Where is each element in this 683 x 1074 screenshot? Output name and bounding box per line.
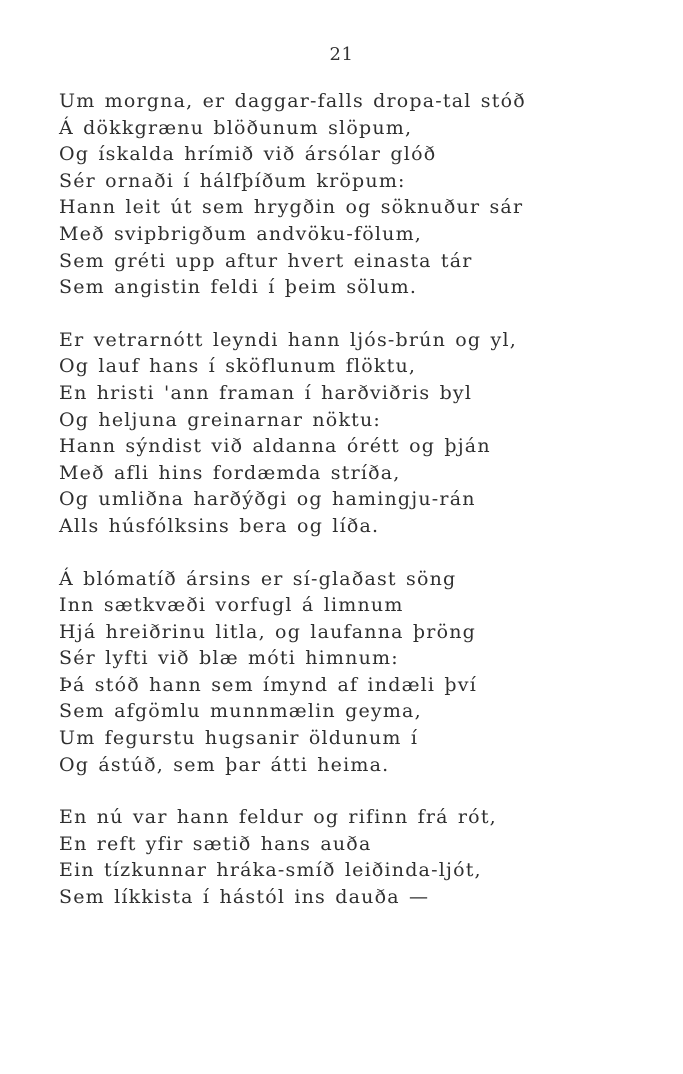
poem-line: Á dökkgrænu blöðunum slöpum, (59, 116, 413, 139)
poem-line: Með afli hins fordæmda stríða, (59, 461, 401, 484)
poem (59, 88, 659, 911)
poem-line: Þá stóð hann sem ímynd af indæli því (59, 673, 478, 696)
poem-line: Hjá hreiðrinu litla, og laufanna þröng (59, 620, 477, 643)
poem-line: Og lauf hans í sköflunum flöktu, (59, 355, 417, 378)
poem-line: Og ástúð, sem þar átti heima. (59, 753, 390, 776)
poem-line: Á blómatíð ársins er sí-glaðast söng (59, 567, 457, 590)
poem-line: Um fegurstu hugsanir öldunum í (59, 727, 419, 750)
poem-line: Um morgna, er daggar-falls dropa-tal stóð (59, 90, 526, 112)
poem-line: Með svipbrigðum andvöku-fölum, (59, 222, 423, 245)
poem-line: Inn sætkvæði vorfugl á limnum (59, 594, 404, 617)
poem-line: Sér lyfti við blæ móti himnum: (59, 647, 399, 670)
poem-line: Hann leit út sem hrygðin og söknuður sár (59, 196, 524, 219)
poem-line: Sem afgömlu munnmælin geyma, (59, 700, 422, 723)
stanza-4 (59, 804, 659, 910)
poem-line: Sér ornaði í hálfþíðum kröpum: (59, 169, 406, 192)
stanza-1 (59, 88, 659, 301)
poem-line: Alls húsfólksins bera og líða. (59, 514, 380, 537)
poem-line: En hristi 'ann framan í harðviðris byl (59, 381, 473, 404)
poem-line: Og ískalda hrímið við ársólar glóð (59, 143, 437, 166)
poem-line: Sem líkkista í hástól ins dauða — (59, 886, 430, 909)
poem-line: En nú var hann feldur og rifinn frá rót, (59, 806, 497, 829)
poem-line: Sem gréti upp aftur hvert einasta tár (59, 249, 473, 272)
poem-line: Og umliðna harðýðgi og hamingju-rán (59, 488, 476, 511)
page-number: 21 (329, 44, 354, 65)
poem-line: Sem angistin feldi í þeim sölum. (59, 276, 418, 299)
stanza-2 (59, 327, 659, 540)
poem-line: Ein tízkunnar hráka-smíð leiðinda-ljót, (59, 859, 482, 882)
stanza-3 (59, 566, 659, 779)
poem-line: Er vetrarnótt leyndi hann ljós-brún og yl, (59, 328, 517, 351)
poem-line: Og heljuna greinarnar nöktu: (59, 408, 382, 431)
poem-line: En reft yfir sætið hans auða (59, 832, 372, 855)
poem-line: Hann sýndist við aldanna órétt og þján (59, 435, 491, 458)
